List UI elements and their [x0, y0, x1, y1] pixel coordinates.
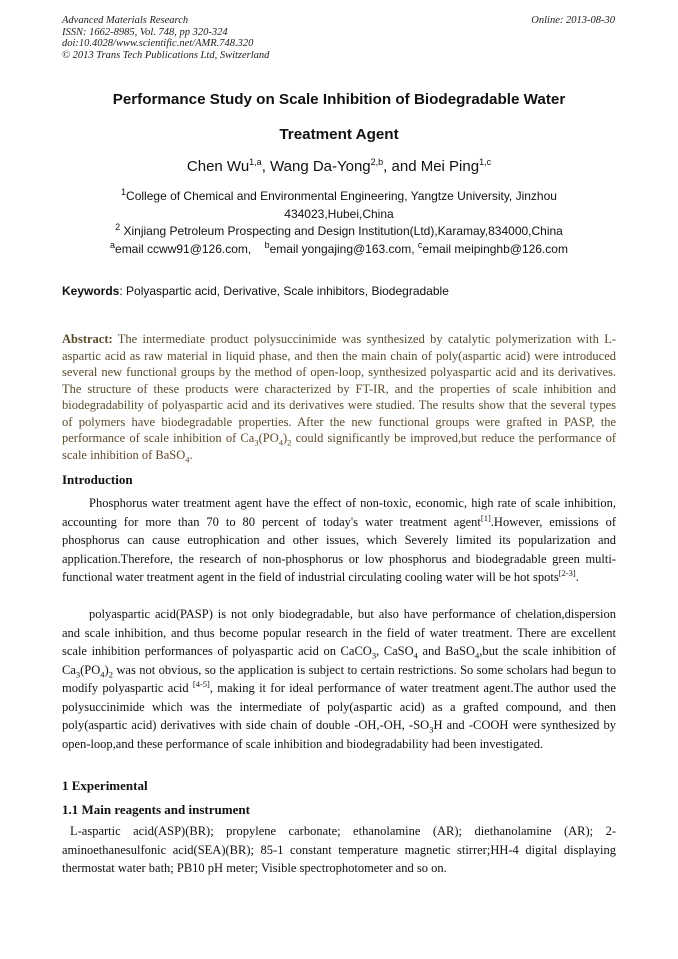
reagents-paragraph: L-aspartic acid(ASP)(BR); propylene carbonate; ethanolamine (AR); diethanolamine (AR); 2-aminoethanesulfonic acid(SEA)(BR); 85-1 constant temperature magnetic stirrer;HH-4 digital displaying thermostat water bath; PB10 pH meter; Visible spectrophotometer and so on.: [62, 824, 616, 875]
subscript: 4: [413, 650, 418, 661]
subscript: 3: [254, 437, 259, 448]
journal-doi: doi:10.4028/www.scientific.net/AMR.748.320: [62, 38, 254, 50]
chem-text: ): [282, 431, 288, 445]
author-list: Chen Wu$^{1,a}$, Wang Da-Yong$^{2,b}$, and Mei Ping$^{1,c}$: [186, 157, 492, 175]
affiliation-2: [62, 224, 616, 239]
subscript: 2: [108, 669, 113, 679]
para-text: Phosphorus water treatment agent have the effect of non-toxic, economic, high rate of scale inhibition, accounting for more than 70 to 80 percent of today's water treatment agent: [62, 496, 616, 529]
para-text: .: [575, 570, 579, 584]
section-heading-experimental: 1 Experimental: [62, 778, 148, 793]
paper-title-line1: Performance Study on Scale Inhibition of Biodegradable Water: [112, 91, 566, 108]
journal-copyright: © 2013 Trans Tech Publications Ltd, Switzerland: [62, 49, 270, 61]
para-text: .However, emissions of phosphorus can cause eutrophication and other issues, which Severely limited its popularization and application.Therefore, the research of non-phosphorus or low phosphorus and biodegradable green multi-functional water treatment agent in the field of industrial circulating cooling water will be hot spots: [62, 514, 616, 584]
affiliation-1: [62, 189, 616, 204]
section-heading-introduction: Introduction: [62, 472, 133, 487]
affiliation-1-cont: 434023,Hubei,China: [284, 207, 394, 221]
online-date: Online: 2013-08-30: [531, 15, 615, 26]
citation: [4-5]: [192, 678, 210, 689]
author-name: Mei Ping: [420, 158, 480, 175]
chem-text: (PO: [258, 431, 279, 445]
aff-text: Xinjiang Petroleum Prospecting and Design Institution(Ltd),Karamay,834000,China: [120, 224, 563, 238]
para-text: H and -COOH were synthesized by open-loop,and these performance of scale inhibition and biodegradability had been investigated.: [62, 718, 616, 751]
para-text: and BaSO: [417, 644, 475, 658]
subscript: 4: [278, 437, 283, 448]
abstract-text: .: [189, 447, 193, 462]
journal-issn: ISSN: 1662-8985, Vol. 748, pp 320-324: [62, 26, 228, 38]
abstract-label: Abstract:: [62, 332, 113, 346]
para-text: , CaSO: [376, 644, 414, 658]
author-sup: 2,b: [370, 157, 384, 167]
abstract: [62, 331, 616, 463]
para-text: was not obvious, so the application is subject to certain restrictions. So some scholars had begun to modify polyaspartic acid: [62, 662, 616, 695]
journal-header: [62, 15, 269, 61]
paper-title-line2: Treatment Agent: [279, 126, 399, 143]
author-name: Wang Da-Yong: [270, 158, 371, 175]
author-sup: 1,a: [249, 157, 262, 167]
author-sup: 1,c: [479, 157, 492, 167]
intro-paragraph-1: [62, 494, 616, 587]
email-sup-b: b: [264, 240, 270, 250]
abstract-text: could significantly be improved,but reduce the performance of scale inhibition of BaSO: [62, 431, 616, 462]
para-text: ,but the scale inhibition of Ca: [62, 644, 616, 677]
chem-text: ): [104, 662, 109, 677]
subscript: 3: [75, 669, 81, 679]
subscript: 4: [185, 454, 190, 464]
subscript: 3: [371, 650, 377, 661]
email-c: email meipinghb@126.com: [422, 242, 568, 256]
citation: [2-3]: [558, 567, 576, 578]
para-text: polyaspartic acid(PASP) is not only biodegradable, but also have performance of chelation,dispersion and scale inhibition, and thus become popular research in the field of water treatment. There are excellent scale inhibition performances of polyaspartic acid on CaCO: [62, 607, 616, 658]
intro-paragraph-2: [62, 605, 616, 753]
keywords: [62, 284, 616, 298]
subscript: 4: [475, 650, 480, 661]
subsection-heading-reagents: 1.1 Main reagents and instrument: [62, 802, 250, 817]
subscript: 4: [100, 669, 105, 679]
keywords-label: Keywords: [62, 284, 120, 298]
aff-sup: 2: [115, 222, 121, 232]
subscript: 3: [429, 724, 434, 735]
aff-sup: 1: [121, 187, 127, 197]
author-name: Chen Wu: [186, 158, 250, 175]
subscript: 2: [287, 437, 292, 448]
abstract-text: The intermediate product polysuccinimide was synthesized by catalytic polymerization with L-aspartic acid as raw material in liquid phase, and then the main chain of poly(aspartic acid) were introduced several new functional groups by the method of open-loop, synthesized polyaspartic acid and its derivatives. The structure of these products were characterized by FT-IR, and the properties of scale inhibition and biodegradability of polyaspartic acid and its derivatives were studied. The results show that the several types of polymers have biodegradable properties. After the new functional groups were grafted in PASP, the performance of scale inhibition of Ca: [62, 332, 616, 445]
aff-text: College of Chemical and Environmental Engineering, Yangtze University, Jinzhou: [126, 189, 557, 203]
email-sup-a: a: [110, 240, 116, 250]
email-sup-c: c: [417, 240, 423, 250]
email-a: email ccww91@126.com,: [115, 242, 252, 256]
keywords-text: : Polyaspartic acid, Derivative, Scale inhibitors, Biodegradable: [119, 284, 449, 298]
email-b: email yongajing@163.com,: [269, 242, 415, 256]
author-emails: [62, 242, 616, 257]
chem-text: (PO: [80, 662, 101, 677]
citation: [1]: [480, 512, 491, 523]
journal-name: Advanced Materials Research: [62, 15, 189, 26]
para-text: , making it for ideal performance of water treatment agent.The author used the polysuccinimide which was the intermediate of poly(aspartic acid) as a grafted compound, and then poly(aspartic acid) derivatives with side chain of double -OH,-OH, -SO: [62, 681, 616, 732]
